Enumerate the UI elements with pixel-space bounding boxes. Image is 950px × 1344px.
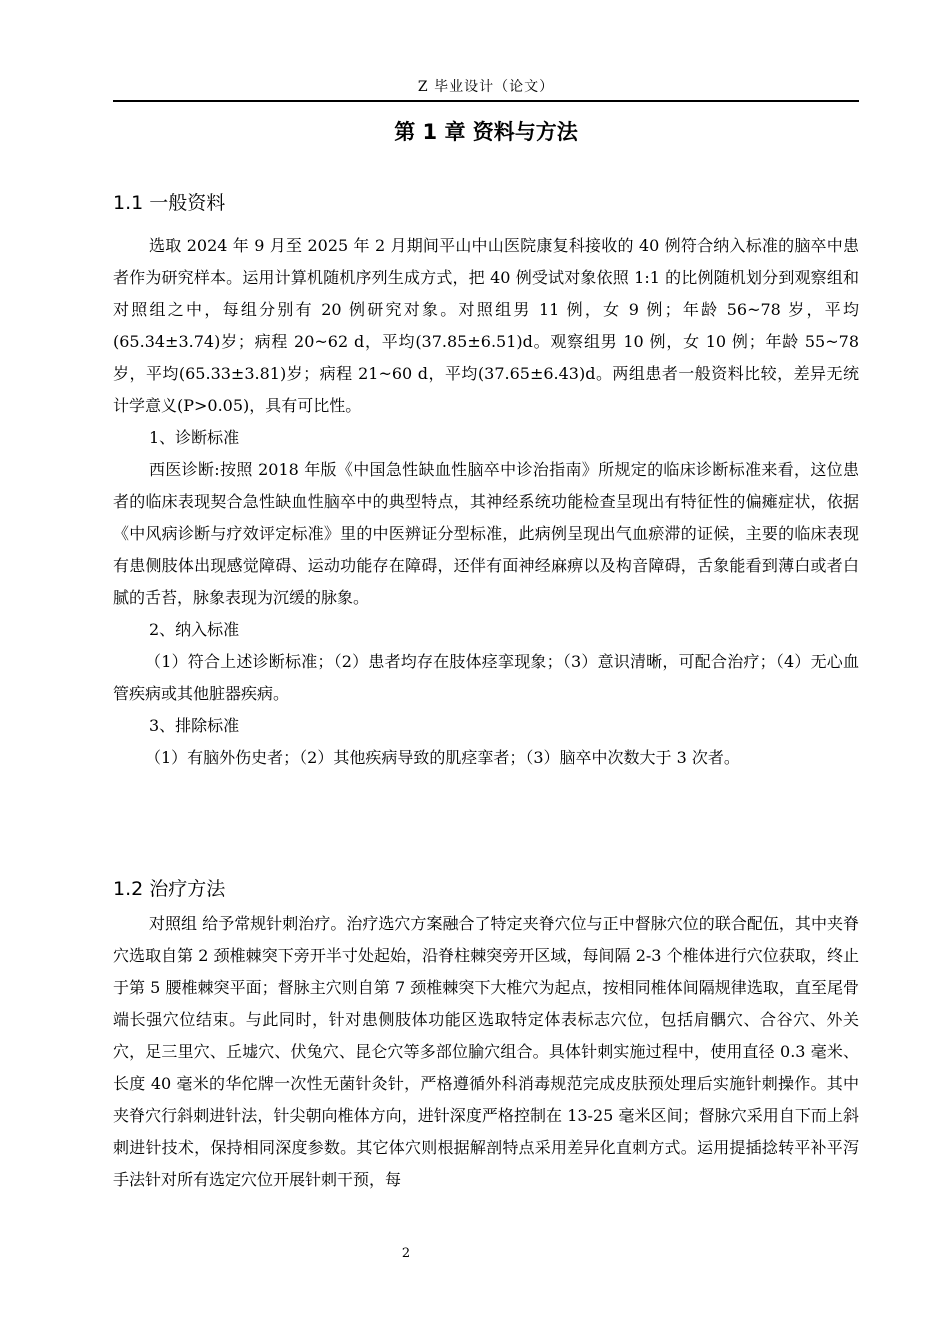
heading-exclusion-criteria: 3、排除标准 <box>149 716 240 735</box>
paragraph-exclusion: （1）有脑外伤史者；（2）其他疾病导致的肌痉挛者；（3）脑卒中次数大于 3 次者。 <box>145 748 740 767</box>
heading-inclusion-criteria: 2、纳入标准 <box>149 620 240 639</box>
paragraph-general-info: 选取 2024 年 9 月至 2025 年 2 月期间平山中山医院康复科接收的 40 例符合纳入标准的脑卒中患者作为研究样本。运用计算机随机序列生成方式，把 40 例受试对象依照 1:1 的比例随机划分到观察组和对照组之中，每组分别有 20 例研究对象。对照组男 11 例，女 9 例；年龄 56~78 岁，平均(65.34±3.74)岁；病程 20~62 d，平均(37.85±6.51)d。观察组男 10 例，女 10 例；年龄 55~78 岁，平均(65.33±3.81)岁；病程 21~60 d，平均(37.65±6.43)d。两组患者一般资料比较，差异无统计学意义(P>0.05)，具有可比性。 <box>113 236 859 415</box>
section-title-1-1: 1.1 一般资料 <box>113 192 226 214</box>
heading-diagnosis-criteria: 1、诊断标准 <box>149 428 240 447</box>
chapter-title: 第 1 章 资料与方法 <box>394 120 578 144</box>
header-rule <box>113 100 859 102</box>
paragraph-inclusion: （1）符合上述诊断标准；（2）患者均存在肢体痉挛现象；（3）意识清晰，可配合治疗；（4）无心血管疾病或其他脏器疾病。 <box>113 652 859 703</box>
running-header: Z 毕业设计（论文） <box>417 79 555 95</box>
paragraph-treatment: 对照组 给予常规针刺治疗。治疗选穴方案融合了特定夹脊穴位与正中督脉穴位的联合配伍，其中夹脊穴选取自第 2 颈椎棘突下旁开半寸处起始，沿脊柱棘突旁开区域，每间隔 2-3 个椎体进行穴位获取，终止于第 5 腰椎棘突平面；督脉主穴则自第 7 颈椎棘突下大椎穴为起点，按相同椎体间隔规律选取，直至尾骨端长强穴位结束。与此同时，针对患侧肢体功能区选取特定体表标志穴位，包括肩髃穴、合谷穴、外关穴，足三里穴、丘墟穴、伏兔穴、昆仑穴等多部位腧穴组合。具体针刺实施过程中，使用直径 0.3 毫米、长度 40 毫米的华佗牌一次性无菌针灸针，严格遵循外科消毒规范完成皮肤预处理后实施针刺操作。其中夹脊穴行斜刺进针法，针尖朝向椎体方向，进针深度严格控制在 13-25 毫米区间；督脉穴采用自下而上斜刺进针技术，保持相同深度参数。其它体穴则根据解剖特点采用差异化直刺方式。运用提插捻转平补平泻手法针对所有选定穴位开展针刺干预，每 <box>113 914 859 1189</box>
page-number: 2 <box>401 1246 411 1261</box>
section-1-2-body <box>113 908 859 1196</box>
paragraph-diagnosis: 西医诊断:按照 2018 年版《中国急性缺血性脑卒中诊治指南》所规定的临床诊断标准来看，这位患者的临床表现契合急性缺血性脑卒中的典型特点，其神经系统功能检查呈现出有特征性的偏瘫症状，依据《中风病诊断与疗效评定标准》里的中医辨证分型标准，此病例呈现出气血瘀滞的证候，主要的临床表现有患侧肢体出现感觉障碍、运动功能存在障碍，还伴有面神经麻痹以及构音障碍，舌象能看到薄白或者白腻的舌苔，脉象表现为沉缓的脉象。 <box>113 460 859 607</box>
section-title-1-2: 1.2 治疗方法 <box>113 878 226 900</box>
section-1-1-body <box>113 230 859 774</box>
